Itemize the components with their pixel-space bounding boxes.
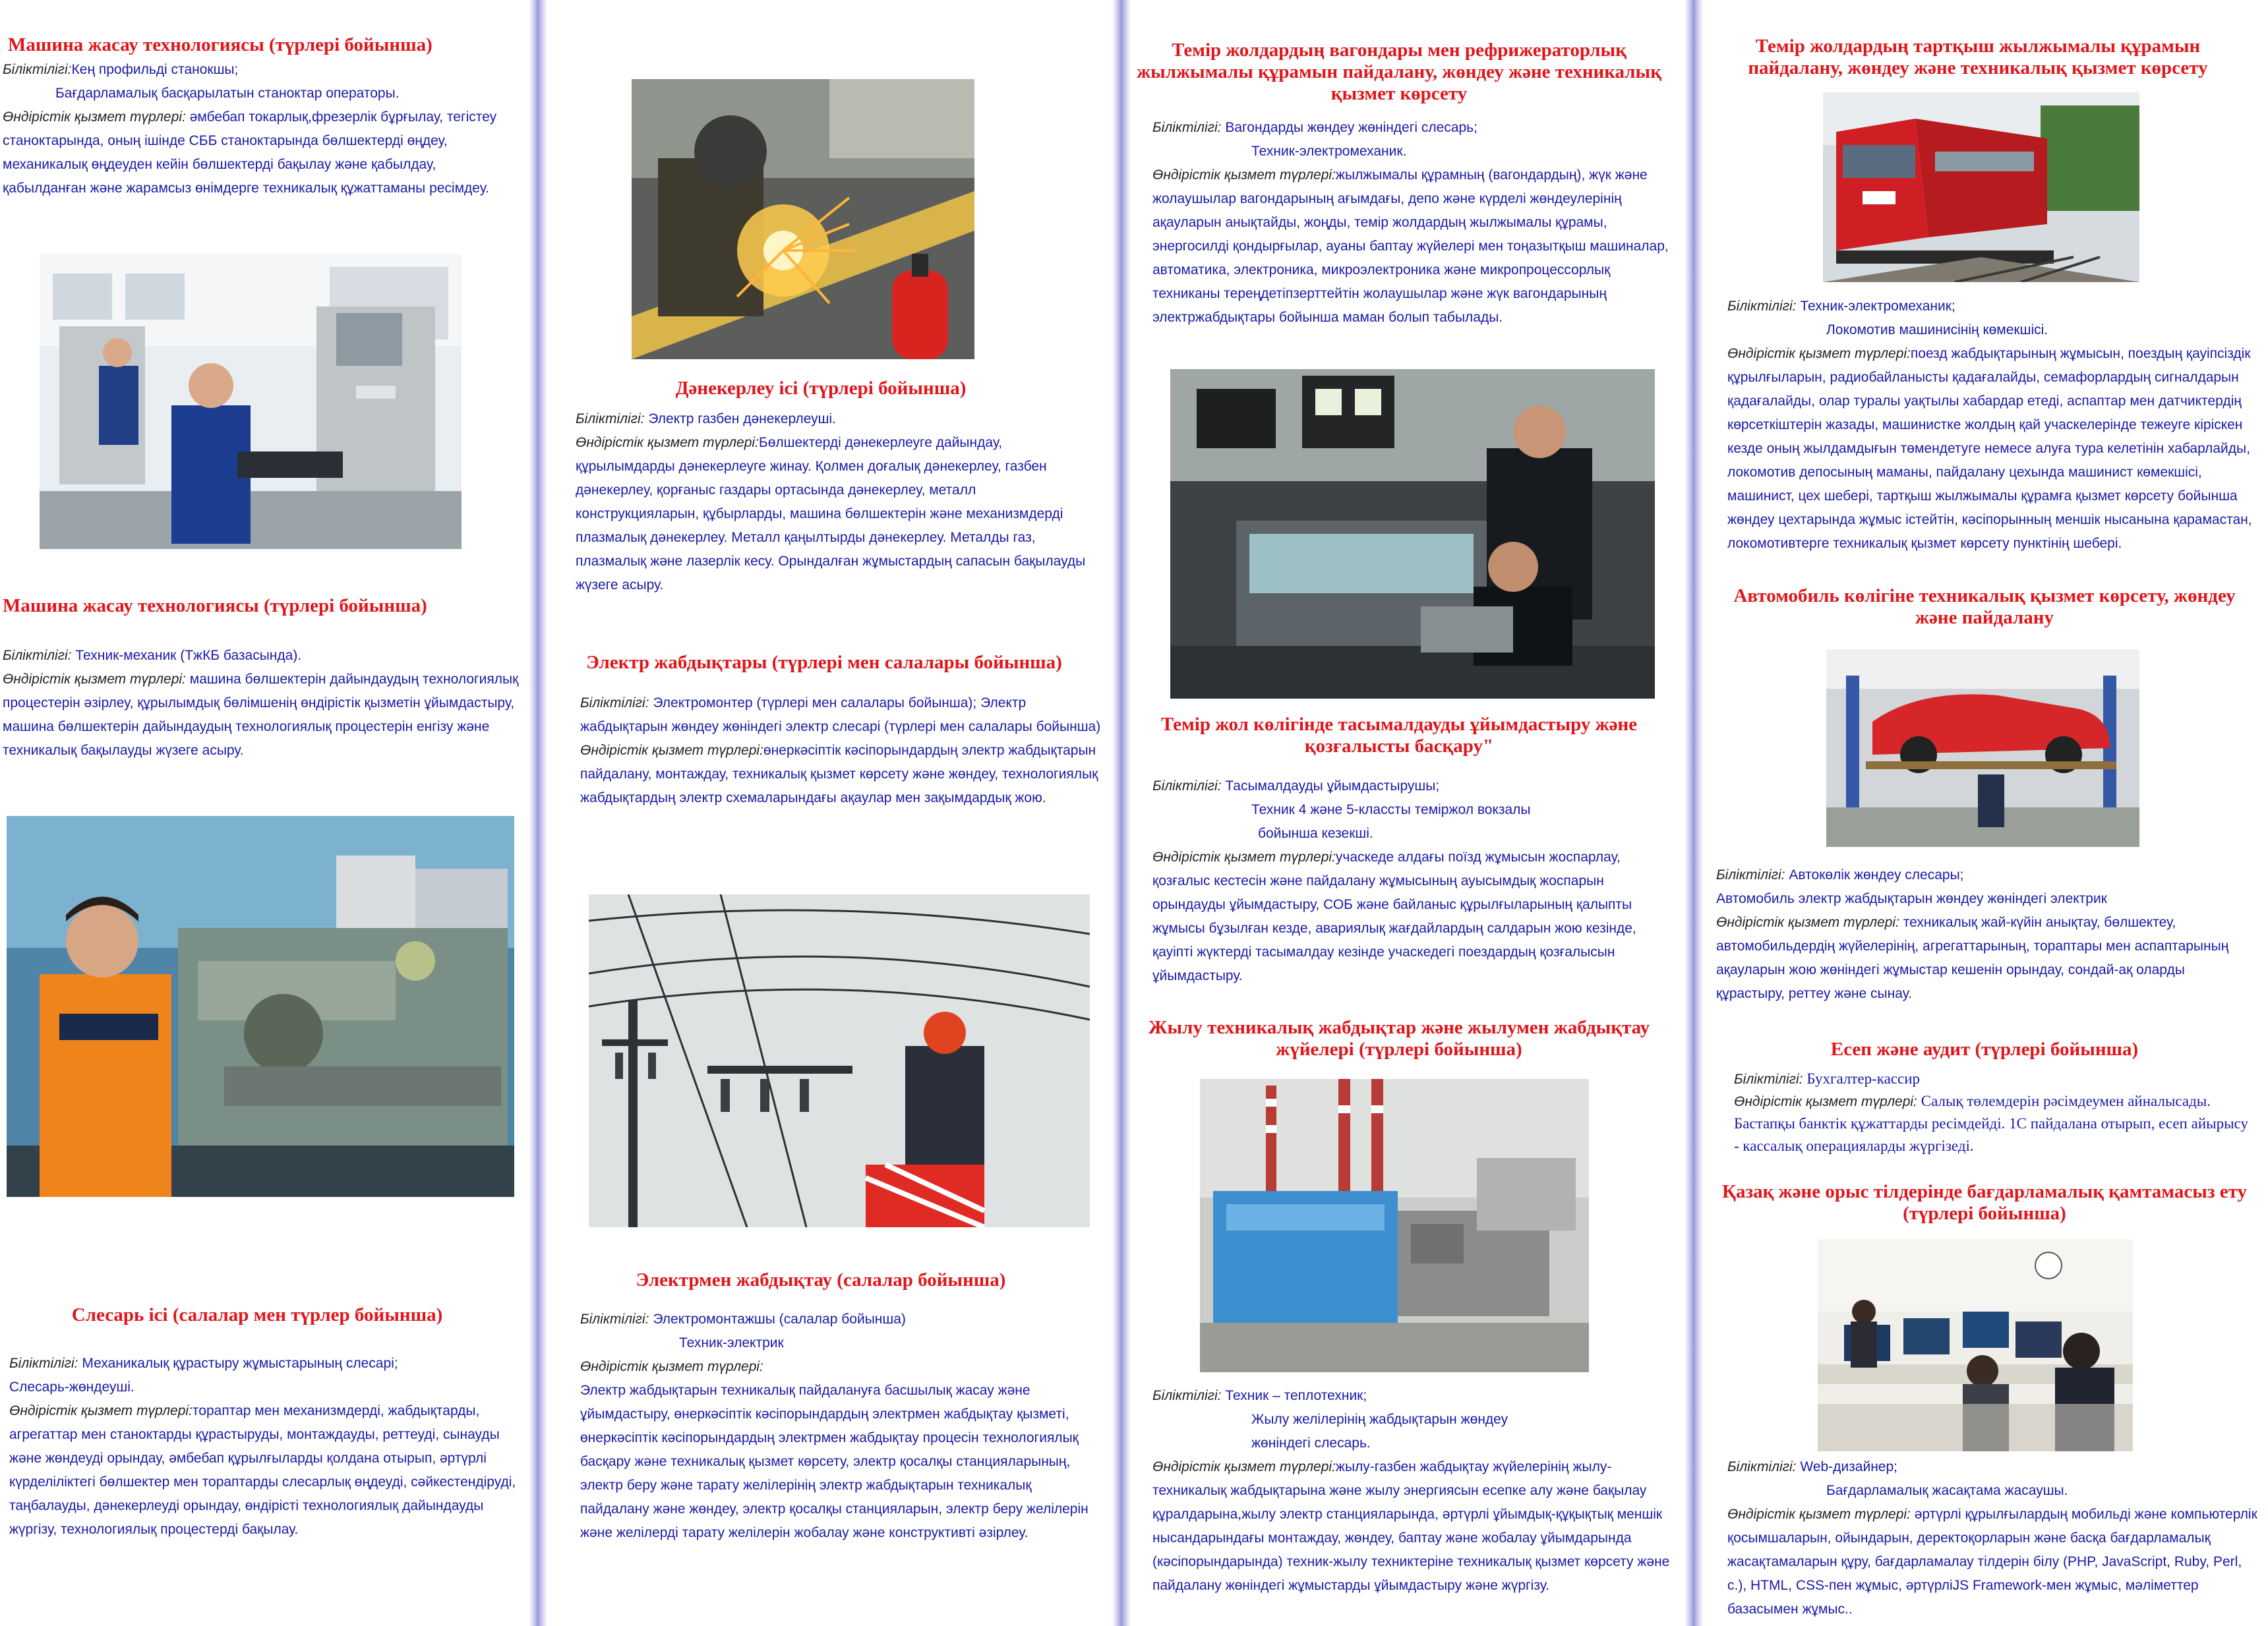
activity-text: учаскеде алдағы поїзд жұмысын жоспарлау, қозғалыс кестесін және пайдалану жұмысының ауысымдық жоспарын орындауды ұйымдастыру, СОБ және байланыс құрылғыларының қалыпты жұмысы бұзылған кезде, авариялық жағдайлардың салдарын жою кезінде, қауіпті жүктерді тасымалдау кезінде учаскедегі поездардың қозғалысын ұйымдастыру.	[1152, 850, 1636, 983]
photo-dispatch-control	[1170, 369, 1655, 699]
photo-power-line-worker	[589, 894, 1090, 1227]
qualification-label: Біліктілігі:	[3, 648, 72, 663]
activity-text: жылжымалы құрамның (вагондардың), жүк және жолаушылар вагондарының ағымдағы, депо және күрделі жөндеулерінің ақауларын анықтайды, жоңды, темір жолдардың жылжымалы құрамы, энергосилді қондырғылар, ауаны баптау жүйелері мен тоңазытқыш машиналар, автоматика, электроника, микроэлектроника және микропроцессорлық техниканы тереңдетіпзерттейтін жолаушылар және жүк вагондарының электржабдықтары бойынша маман болып табылады.	[1152, 167, 1669, 325]
qualification-text: Электр газбен дәнекерлеуші.	[648, 411, 837, 426]
qualification-label: Біліктілігі:	[1152, 778, 1222, 794]
activity-label: Өндірістік қызмет түрлері:	[9, 1403, 193, 1418]
activity-label: Өндірістік қызмет түрлері:	[1727, 1507, 1911, 1522]
qualification-text: Тасымалдауды ұйымдастырушы;	[1225, 778, 1440, 794]
qualification-label: Біліктілігі:	[1727, 1459, 1797, 1474]
section-title: Есеп және аудит (түрлері бойынша)	[1830, 1039, 2139, 1060]
section-title: Электрмен жабдықтау (салалар бойынша)	[636, 1269, 1006, 1291]
activity-text: тораптар мен механизмдерді, жабдықтарды, агрегаттар мен станоктарды құрастыруды, монтаждауды, реттеуді, сынауды және жөндеуді орындау, әмбебап құрылғыларды қолдана отырып, әртүрлі күрделіліктегі бөлшектер мен тораптарды слесарлық өңдеуді, сәйкестендіруді, таңбалауды, дәнекерлеуді орындау, өндірісті технологиялық дайындауды жүргізу, технологиялық процестерді бақылау.	[9, 1403, 516, 1537]
photo-car-lift	[1826, 649, 2139, 847]
qualification-label: Біліктілігі:	[1152, 120, 1222, 135]
qualification-label: Біліктілігі:	[576, 411, 645, 426]
section-title: Автомобиль көлігіне техникалық қызмет көрсету, жөндеу және пайдалану	[1733, 585, 2236, 628]
qualification-label: Біліктілігі:	[9, 1356, 78, 1371]
qualification-text: Бағдарламалық басқарылатын станоктар операторы.	[55, 86, 400, 101]
column-divider	[1112, 0, 1131, 1626]
photo-thermal-power-plant	[1200, 1079, 1589, 1372]
column-divider	[1685, 0, 1703, 1626]
section-body	[1716, 863, 2253, 1006]
photo-computer-lab	[1818, 1239, 2133, 1451]
activity-label: Өндірістік қызмет түрлері:	[1152, 1459, 1336, 1474]
qualification-text: Жылу желілерінің жабдықтарын жөндеу	[1251, 1412, 1508, 1427]
qualification-text: Бухгалтер-кассир	[1806, 1070, 1921, 1087]
section-body	[1734, 1068, 2252, 1157]
qualification-label: Біліктілігі:	[1152, 1388, 1222, 1403]
section-title: Темір жолдардың тартқыш жылжымалы құрамын пайдалану, жөндеу және техникалық қызмет көрсету	[1748, 36, 2208, 78]
qualification-text: Кең профильді станокшы;	[71, 62, 239, 77]
section-body	[1727, 295, 2255, 556]
section-body	[1152, 116, 1673, 330]
section-title: Электр жабдықтары (түрлері мен салалары бойынша)	[586, 652, 1062, 673]
section-title: Темір жол көлігінде тасымалдауды ұйымдастыру және қозғалысты басқару"	[1160, 714, 1638, 757]
activity-label: Өндірістік қызмет түрлері:	[1716, 915, 1899, 930]
photo-welder	[632, 79, 974, 359]
qualification-text: Бағдарламалық жасақтама жасаушы.	[1826, 1483, 2068, 1498]
activity-text: Бөлшектерді дәнекерлеуге дайындау, құрылымдарды дәнекерлеуге жинау. Қолмен доғалық дәнекерлеу, газбен дәнекерлеу, қорғаныс газдары ортасында дәнекерлеу, металл конструкцияларын, құбырларды, машина бөлшектерін және механизмдерді плазмалық дәнекерлеу. Металл қаңылтырды дәнекерлеу. Металды газ, плазмалық және лазерлік кесу. Орындалған жұмыстардың сапасын бақылауды жүзеге асыру.	[576, 435, 1086, 593]
photo-lathe-student	[7, 816, 514, 1197]
activity-text: машина бөлшектерін дайындаудың технологиялық процестерін әзірлеу, құрылымдық бөлімшенің өндірістік қызметін ұйымдастыру, машина бөлшектерін дайындаудың технологиялық процестерін енгізу және техникалық бақылауды жүзеге асыру.	[3, 672, 519, 758]
section-body	[580, 1308, 1104, 1545]
qualification-text: бойынша кезекші.	[1258, 826, 1373, 841]
section-title: Машина жасау технологиясы (түрлері бойынша)	[8, 34, 433, 55]
section-body	[1152, 1384, 1680, 1598]
qualification-text: Техник-электромеханик;	[1800, 299, 1955, 314]
activity-text: өнеркәсіптік кәсіпорындардың электр жабдықтарын пайдалану, монтаждау, техникалық қызмет көрсету және жөндеу, технологиялық жабдықтардың электр схемаларындағы ақаулар мен зақымдардық жою.	[580, 743, 1098, 805]
section-body	[1152, 774, 1673, 988]
section-title: Машина жасау технологиясы (түрлері бойынша)	[3, 595, 427, 616]
qualification-text: Слесарь-жөндеуші.	[9, 1379, 134, 1395]
activity-text: әмбебап токарлық,фрезерлік бұрғылау, тегістеу станоктарында, оның ішінде СББ станоктарында бөлшектерді өңдеу, механикалық өңдеуден кейін бөлшектерді бақылау және қабылдау, қабылданған және жарамсыз өнімдерге техникалық құжаттаманы ресімдеу.	[3, 109, 497, 196]
qualification-label: Біліктілігі:	[1734, 1072, 1803, 1087]
qualification-text: Автокөлік жөндеу слесары;	[1789, 867, 1964, 883]
activity-label: Өндірістік қызмет түрлері:	[1152, 850, 1336, 865]
activity-label: Өндірістік қызмет түрлері:	[3, 672, 186, 687]
section-title: Жылу техникалық жабдықтар және жылумен жабдықтау жүйелері (түрлері бойынша)	[1148, 1017, 1650, 1060]
section-title: Слесарь ісі (салалар мен түрлер бойынша)	[71, 1304, 443, 1325]
section-body	[3, 644, 520, 763]
qualification-text: Техник 4 және 5-класcты теміржол вокзалы	[1251, 802, 1531, 817]
section-title: Қазақ және орыс тілдерінде бағдарламалық қамтамасыз ету (түрлері бойынша)	[1721, 1181, 2248, 1224]
activity-label: Өндірістік қызмет түрлері:	[1152, 167, 1336, 183]
activity-text: поезд жабдықтарының жұмысын, поездың қауіпсіздік құрылғыларын, радиобайланысты қадағалайды, семафорлардың сигналдарын қадағалайды, олар туралы уақтылы хабардар етеді, аспаптар мен датчиктердің көрсеткіштерін жазады, машинистке жолдың қай учаскелерінде тежеуге кіріскен кезде оның жылдамдығын төмендетуге немесе алуға тура келетінін хабарлайды, локомотив депосының маманы, пайдалану цехында машинист көмекшісі, машинист, цех шебері, тартқыш жылжымалы құрамға қызмет көрсету бойынша жөндеу цехтарында жұмыс істейтін, кәсіпорынның меншік нысанына қарамастан, локомотивтерге техникалық қызмет көрсету пунктінің шебері.	[1727, 346, 2252, 551]
section-body	[1727, 1455, 2260, 1621]
section-body	[3, 58, 517, 200]
section-body	[580, 691, 1101, 810]
photo-electric-locomotive	[1823, 92, 2139, 282]
qualification-text: жөніндегі слесарь.	[1251, 1436, 1371, 1451]
qualification-label: Біліктілігі:	[3, 62, 72, 77]
qualification-text: Техник – теплотехник;	[1225, 1388, 1367, 1403]
qualification-text: Техник-электрик	[679, 1335, 784, 1350]
activity-label: Өндірістік қызмет түрлері:	[3, 109, 186, 125]
activity-label: Өндірістік қызмет түрлері:	[580, 743, 763, 758]
activity-text: әртүрлі құрылғылардың мобильді және компьютерлік қосымшаларын, ойындарын, деректоқорларын және басқа бағдарламалық жасақтамаларын құру, бағдарламалау тілдерін білу (PHP, JavaScript, Ruby, Perl, с.), HTML, CSS-пен жұмыс, әртүрліJS Framework-мен жұмыс, мәліметтер базасымен жұмыс..	[1727, 1507, 2257, 1617]
activity-text: техникалық жай-күйін анықтау, бөлшектеу, автомобильдердің жүйелерінің, агрегаттарының, тораптары мен аспаптарының ақауларын жою жөніндегі жұмыстар кешенін орындау, сондай-ақ оларды құрастыру, реттеу және сынау.	[1716, 915, 2229, 1001]
qualification-label: Біліктілігі:	[1727, 299, 1797, 314]
qualification-text: Электромонтажшы (салалар бойынша)	[653, 1312, 906, 1327]
activity-text: жылу-газбен жабдықтау жүйелерінің жылу-техникалық жабдықтарына және жылу энергиясын есепке алу және бақылау құралдарына,жылу электр станцияларында, әртүрлі ұйымдық-құқықтық меншік нысандарындағы монтаждау, жөндеу, баптау және жобалау ұйымдарында (кәсіпорындарында) техник-жылу техниктеріне техникалық қызмет көрсету және пайдалану жөніндегі жұмыстарды ұйымдастыру және жүргізу.	[1152, 1459, 1670, 1593]
activity-label: Өндірістік қызмет түрлері:	[1734, 1094, 1917, 1109]
qualification-text: Механикалық құрастыру жұмыстарының слесарі;	[82, 1356, 398, 1371]
section-body	[576, 407, 1100, 597]
section-title: Темір жолдардың вагондары мен рефрижераторлық жылжымалы құрамын пайдалану, жөндеу және техникалық қызмет көрсету	[1137, 40, 1661, 104]
section-title: Дәнекерлеу ісі (түрлері бойынша)	[675, 378, 967, 399]
column-divider	[529, 0, 547, 1626]
section-body	[9, 1352, 520, 1542]
qualification-label: Біліктілігі:	[1716, 867, 1785, 883]
qualification-text: Техник-механик (ТжКБ базасында).	[75, 648, 302, 663]
activity-text: Электр жабдықтарын техникалық пайдалануға басшылық жасау және ұйымдастыру, өнеркәсіптік кәсіпорындардың электрмен жабдықтау қызметі, өнеркәсіптік кәсіпорындардың электрмен жабдықтау процесін технологиялық басқару және техникалық қызмет көрсету, электр қосалқы станцияларының, электр беру және тарату желілерінің электр жабдықтарын техникалық пайдалану және жөндеу, электр қосалқы станцияларын, электр беру желілерін және желілерді тарату желілерін жобалау және конструктивті әзірлеу.	[580, 1383, 1089, 1540]
qualification-text: Вагондарды жөндеу жөніндегі слесарь;	[1225, 120, 1477, 135]
qualification-text: Web-дизайнер;	[1800, 1459, 1897, 1474]
qualification-text: Автомобиль электр жабдықтарын жөндеу жөніндегі электрик	[1716, 891, 2107, 906]
activity-label: Өндірістік қызмет түрлері:	[1727, 346, 1911, 361]
activity-label: Өндірістік қызмет түрлері:	[580, 1359, 763, 1374]
qualification-text: Локомотив машинисінің көмекшісі.	[1826, 322, 2048, 337]
qualification-label: Біліктілігі:	[580, 1312, 649, 1327]
photo-machine-workshop	[40, 254, 462, 549]
qualification-text: Техник-электромеханик.	[1251, 144, 1407, 159]
qualification-label: Біліктілігі:	[580, 695, 649, 711]
qualification-text: Электромонтер (түрлері мен салалары бойынша); Электр жабдықтарын жөндеу жөніндегі электр слесарі (түрлері мен салалары бойынша)	[580, 695, 1101, 734]
activity-label: Өндірістік қызмет түрлері:	[576, 435, 759, 450]
activity-text: Салық төлемдерін рәсімдеумен айналысады. Бастапқы банктік құжаттарды ресімдейді. 1С пайдалана отырып, есеп айырысу - кассалық операцияларды жүргізеді.	[1734, 1093, 2248, 1154]
